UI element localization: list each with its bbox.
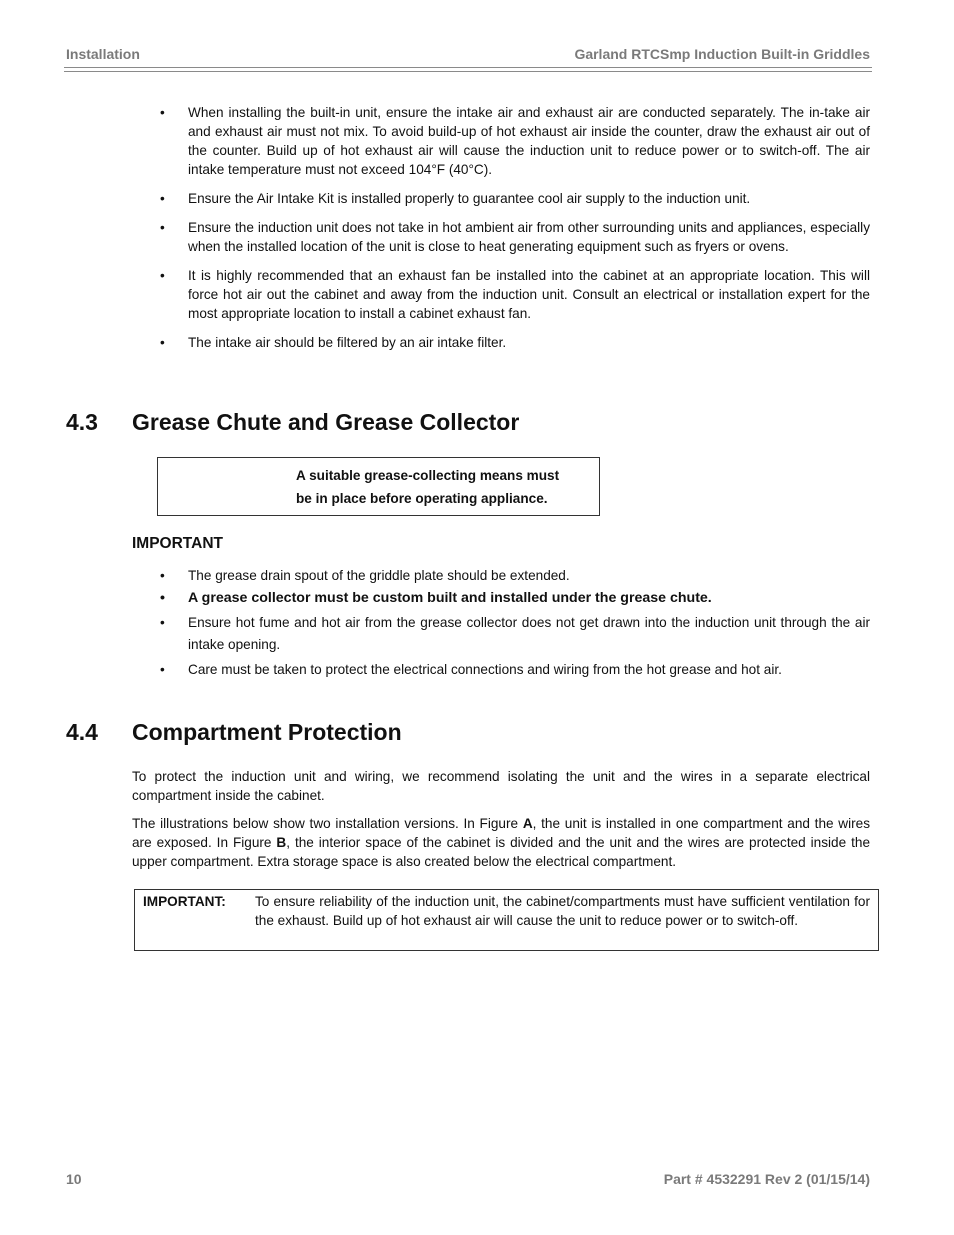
intro-bullet-list: [160, 103, 870, 362]
important-text: To ensure reliability of the induction unit, the cabinet/compartments must have sufficient ventilation for the exhaust. Build up of hot exhaust air will cause the unit to reduce power or to switch-off.: [255, 894, 870, 928]
list-item: • The intake air should be filtered by an air intake filter.: [160, 335, 507, 350]
section-title: Grease Chute and Grease Collector: [132, 409, 520, 435]
list-item: • Ensure the Air Intake Kit is installed properly to guarantee cool air supply to the induction unit.: [160, 191, 751, 206]
header-section-label: Installation: [66, 46, 140, 62]
warning-line-2: be in place before operating appliance.: [296, 491, 548, 506]
bullet-icon: •: [160, 335, 165, 350]
part-number: Part # 4532291 Rev 2 (01/15/14): [663, 1171, 870, 1187]
page-header: [66, 46, 870, 68]
page-number: 10: [66, 1171, 82, 1187]
bullet-icon: •: [160, 191, 165, 206]
header-rule-bottom: [64, 71, 872, 72]
bullet-icon: •: [160, 662, 165, 677]
list-item: • Care must be taken to protect the electrical connections and wiring from the hot grease and hot air.: [160, 662, 782, 677]
grease-warning-box: [157, 457, 600, 516]
header-document-title: Garland RTCSmp Induction Built-in Griddles: [574, 46, 870, 62]
warning-line-1: A suitable grease-collecting means must: [296, 468, 560, 483]
list-item: • Ensure the induction unit does not take in hot ambient air from other surrounding units and appliances, especially when the installed location of the unit is close to heat generating equipment such as fryers or ovens.: [160, 220, 870, 254]
important-heading: IMPORTANT: [132, 535, 223, 552]
compartment-paragraph-1: To protect the induction unit and wiring, we recommend isolating the unit and the wires in a separate electrical compartment inside the cabinet.: [132, 769, 870, 803]
bullet-icon: •: [160, 615, 165, 630]
header-rule-top: [64, 67, 872, 68]
bullet-icon: •: [160, 268, 165, 283]
section-number: 4.4: [66, 719, 98, 745]
list-item: • It is highly recommended that an exhaust fan be installed into the cabinet at an appropriate location. This will force hot air out the cabinet and away from the induction unit. Consult an electrical or installation expert for the most appropriate location to install a cabinet exhaust fan.: [160, 268, 870, 321]
section-number: 4.3: [66, 409, 98, 435]
figure-b-ref: B: [276, 835, 287, 850]
compartment-paragraph-2: The illustrations below show two installation versions. In Figure A, the unit is installed in one compartment and the wires are exposed. In Figure B, the interior space of the cabinet is divided and the unit and the wires are protected inside the upper compartment. Extra storage space is also created below the electrical compartment.: [132, 816, 871, 869]
list-item: • The grease drain spout of the griddle plate should be extended.: [160, 568, 570, 583]
list-item: • A grease collector must be custom built and installed under the grease chute.: [160, 590, 712, 606]
bullet-icon: •: [160, 220, 165, 235]
section-title: Compartment Protection: [132, 719, 402, 745]
bullet-icon: •: [160, 568, 165, 583]
important-label: IMPORTANT:: [143, 894, 226, 909]
figure-a-ref: A: [522, 816, 533, 831]
grease-bullet-list: [160, 566, 870, 683]
bullet-icon: •: [160, 105, 165, 120]
list-item: • When installing the built-in unit, ensure the intake air and exhaust air are conducted separately. The in-take air and exhaust air must not mix. To avoid build-up of hot exhaust air inside the counter, draw the exhaust air out of the counter. Build up of hot exhaust air will cause the induction unit to reduce power or to switch-off. The air intake temperature must not exceed 104°F (40°C).: [160, 105, 870, 177]
list-item: • Ensure hot fume and hot air from the grease collector does not get drawn into the induction unit through the air intake opening.: [160, 612, 870, 656]
bullet-icon: •: [160, 590, 165, 606]
important-note-box: [134, 889, 879, 951]
